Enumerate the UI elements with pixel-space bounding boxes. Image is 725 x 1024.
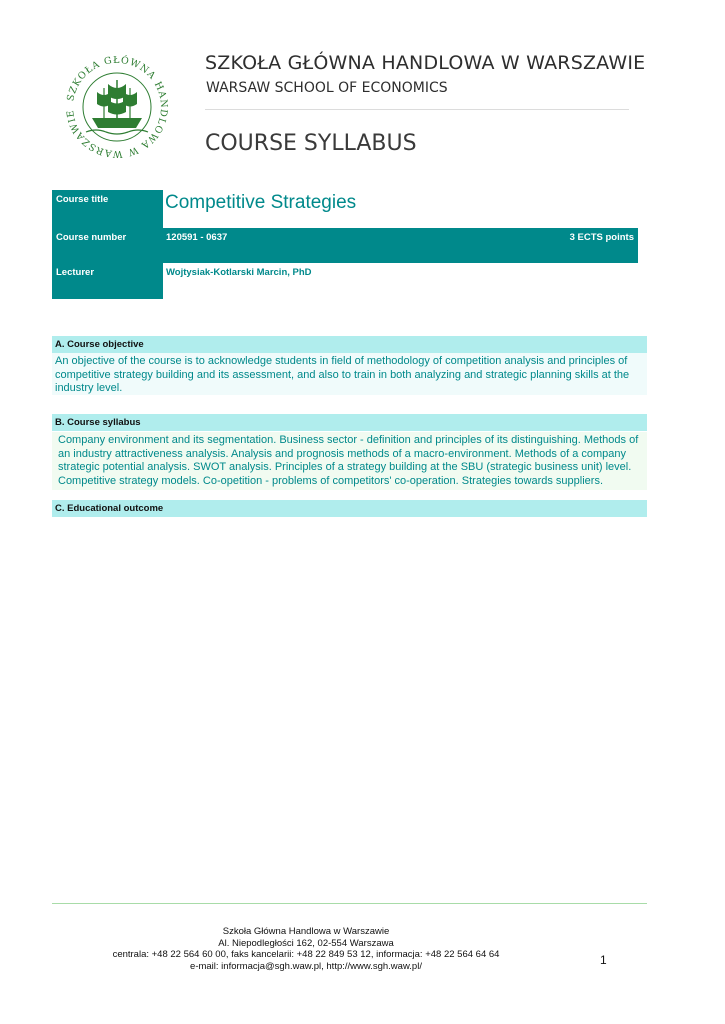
- footer-line-3: centrala: +48 22 564 60 00, faks kancelarii: +48 22 849 53 12, informacja: +48 22 564 64 64: [112, 949, 500, 960]
- school-name-polish: SZKOŁA GŁÓWNA HANDLOWA W WARSZAWIE: [205, 52, 646, 74]
- ects-points: 3 ECTS points: [569, 232, 634, 243]
- course-number-row: [163, 228, 638, 263]
- lecturer-value: Wojtysiak-Kotlarski Marcin, PhD: [163, 263, 638, 299]
- footer-line-4: e-mail: informacja@sgh.waw.pl, http://www.sgh.waw.pl/: [190, 960, 422, 972]
- section-a-heading: A. Course objective: [52, 336, 647, 353]
- school-seal-logo: [62, 52, 172, 162]
- section-b-heading: B. Course syllabus: [52, 414, 647, 431]
- section-b-body: Company environment and its segmentation. Business sector - definition and principles of its distinguishing. Methods of an industry attractiveness analysis. Analysis and prognosis methods of a macro-environment. Methods of a company strategic potential analysis. SWOT analysis. Principles of a strategy building at the SBU (strategic business unit) level. Competitive strategy models. Co-opetition - problems of competitors' co-operation. Strategies towards suppliers.: [52, 432, 647, 490]
- header-divider: [205, 109, 629, 110]
- section-c-heading: C. Educational outcome: [52, 500, 647, 517]
- document-title: COURSE SYLLABUS: [205, 131, 417, 156]
- school-name-english: WARSAW SCHOOL OF ECONOMICS: [206, 80, 448, 96]
- footer-address: [52, 926, 560, 972]
- lecturer-label: Lecturer: [52, 263, 163, 299]
- footer-line-2: Al. Niepodległości 162, 02-554 Warszawa: [218, 937, 394, 949]
- seal-text: SZKOŁA GŁÓWNA HANDLOWA W WARSZAWIE: [64, 54, 170, 160]
- footer-divider: [52, 903, 647, 904]
- footer-line-1: Szkoła Główna Handlowa w Warszawie: [222, 926, 390, 937]
- course-number-label: Course number: [52, 228, 163, 263]
- course-title-label: Course title: [52, 190, 163, 228]
- course-title-value: Competitive Strategies: [163, 190, 638, 228]
- page-number: 1: [600, 953, 607, 967]
- course-number-value: 120591 - 0637: [166, 232, 228, 243]
- section-a-body: An objective of the course is to acknowledge students in field of methodology of competition analysis and principles of competitive strategy building and its assessment, and also to train in both analyzing and strategic planning skills at the industry level.: [52, 353, 647, 395]
